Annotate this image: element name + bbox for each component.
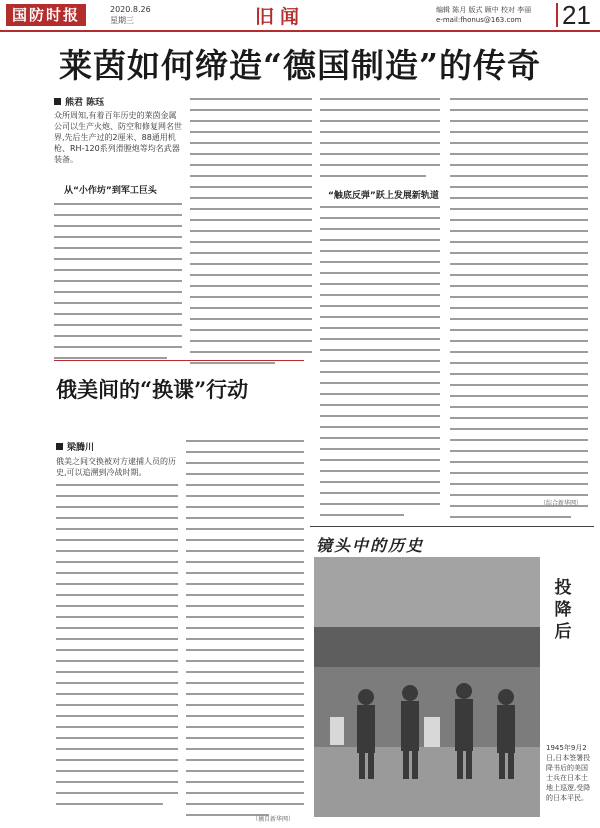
subhead-1: 从“小作坊”到军工巨头 xyxy=(64,186,157,196)
article1-column-1b xyxy=(54,203,182,368)
article1-credit: （综合新华网） xyxy=(540,500,583,507)
history-title: 镜头中的历史 xyxy=(316,536,425,555)
history-caption: 1945年9月2日,日本签署投降书后的美国士兵在日本土地上巡逻,受降的日本平民。 xyxy=(546,744,591,802)
date-text: 2020.8.26 xyxy=(110,5,151,14)
article1-column-2 xyxy=(190,98,312,373)
history-box xyxy=(310,526,594,821)
headline-main: 莱茵如何缔造“德国制造”的传奇 xyxy=(59,46,541,85)
subhead-2: “触底反弹”跃上发展新轨道 xyxy=(328,191,439,201)
page-header xyxy=(0,0,600,32)
newspaper-logo: 国防时报 xyxy=(6,4,86,26)
article2-column-1 xyxy=(56,456,178,814)
article1-column-3b xyxy=(320,206,440,525)
article2-lead: 俄美之间交换被对方逮捕人员的历史,可以追溯到冷战时期。 xyxy=(56,457,176,477)
article2-column-2 xyxy=(186,440,304,825)
editors-line: 编辑 陈月 版式 顾中 校对 李丽 xyxy=(436,6,532,14)
article1-column-1 xyxy=(54,110,182,171)
article2-credit: （摘自新华网） xyxy=(252,816,295,823)
history-headline: 投降后 xyxy=(554,578,572,642)
section-title: 旧闻 xyxy=(255,6,306,28)
historical-photo xyxy=(314,557,540,817)
weekday-text: 星期三 xyxy=(110,16,134,25)
page-number: 21 xyxy=(562,0,591,30)
headline-secondary: 俄美间的“换谍”行动 xyxy=(56,377,249,402)
photo-soldiers-icon xyxy=(314,557,540,817)
article1-column-4 xyxy=(450,98,588,527)
article1-column-3 xyxy=(320,98,440,186)
byline-article2: 梁腾川 xyxy=(56,440,94,453)
article1-lead: 众所周知,有着百年历史的莱茵金属公司以生产火炮、防空和修复网名世界,先后生产过的2厘米、88通用机枪、RH-120系列滑膛炮等均名武器装备。 xyxy=(54,111,182,164)
email-line: e-mail:fhonus@163.com xyxy=(436,16,522,24)
editor-info xyxy=(436,5,556,25)
issue-date xyxy=(110,4,151,26)
section-rule xyxy=(54,360,304,361)
page-divider xyxy=(556,3,558,27)
byline-article1: 熊君 陈珏 xyxy=(54,95,104,108)
